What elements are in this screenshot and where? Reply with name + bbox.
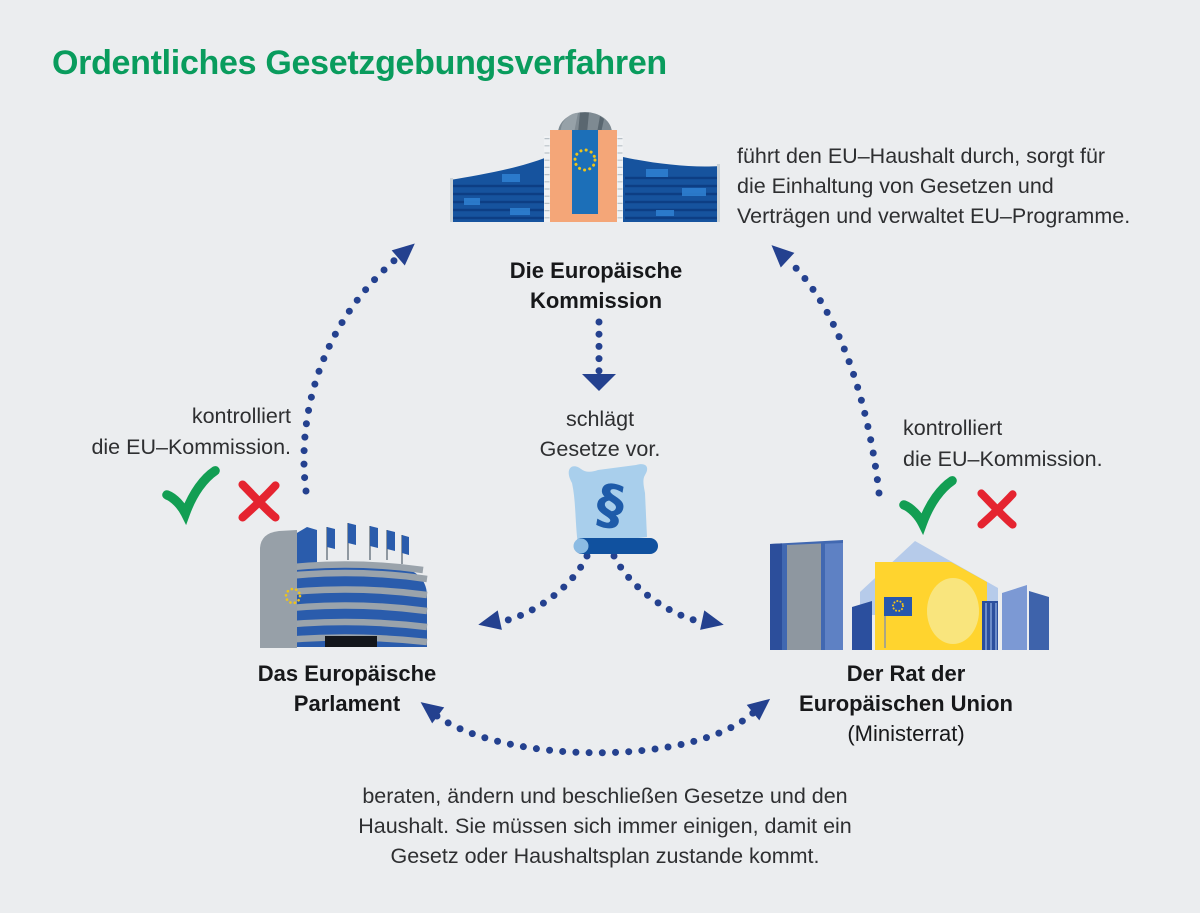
paragraph-symbol: §	[591, 471, 630, 539]
page-title: Ordentliches Gesetzgebungsverfahren	[52, 44, 667, 82]
dotted-arrow-council-to-commission	[791, 263, 879, 493]
commission-label-line2: Kommission	[529, 288, 663, 313]
edge-column	[450, 178, 453, 222]
description-line: führt den EU–Haushalt durch, sorgt für	[737, 144, 1106, 168]
checkmark-icon	[900, 477, 956, 529]
controls-left-line2: die EU–Kommission.	[91, 435, 291, 459]
council-label-line3: (Ministerrat)	[847, 721, 965, 746]
council-building-illustration	[765, 535, 1050, 650]
scroll-roll-end	[574, 539, 589, 554]
controls-left-label	[60, 401, 291, 463]
parliament-label	[232, 659, 462, 719]
arrowhead-down-icon	[582, 374, 616, 391]
cross-icon	[237, 480, 281, 522]
commission-building-illustration	[450, 112, 720, 224]
right-building	[1002, 585, 1027, 650]
commission-label	[460, 256, 732, 316]
proposes-line2: Gesetze vor.	[539, 437, 661, 461]
council-label-line2: Europäischen Union	[799, 691, 1013, 716]
parliament-label-line1: Das Europäische	[257, 661, 437, 686]
tower-edge	[770, 543, 782, 650]
arrowhead-icon	[765, 238, 795, 268]
entrance	[325, 636, 377, 647]
proposes-label	[500, 404, 700, 464]
tower-window	[572, 130, 598, 214]
controls-right-line1: kontrolliert	[903, 416, 1003, 440]
eu-flag-icon	[884, 597, 912, 616]
council-label-line1: Der Rat der	[846, 661, 966, 686]
arrowhead-icon	[476, 610, 502, 634]
deliberate-line: Haushalt. Sie müssen sich immer einigen, damit ein	[358, 814, 852, 838]
edge-column	[717, 164, 720, 222]
far-right-building	[1029, 591, 1049, 650]
description-line: die Einhaltung von Gesetzen und	[737, 174, 1054, 198]
proposes-line1: schlägt	[565, 407, 635, 431]
parliament-label-line2: Parlament	[293, 691, 401, 716]
dotted-arrow-parliament-to-commission	[304, 259, 396, 491]
annex-building	[852, 601, 872, 650]
parliament-building-illustration	[255, 518, 430, 648]
council-label	[772, 659, 1040, 749]
lantern-glow	[927, 578, 979, 644]
flags	[327, 523, 409, 555]
tower-panel	[787, 544, 821, 651]
left-wing	[450, 157, 547, 222]
dotted-arrow-parliament-council	[437, 713, 753, 753]
controls-right-label	[903, 413, 1143, 475]
deliberate-line: Gesetz oder Haushaltsplan zustande kommt.	[390, 844, 820, 868]
deliberate-text	[354, 781, 856, 871]
deliberate-line: beraten, ändern und beschließen Gesetze und den	[362, 784, 848, 808]
commission-description	[737, 141, 1167, 231]
description-line: Verträgen und verwaltet EU–Programme.	[737, 204, 1131, 228]
commission-label-line1: Die Europäische	[509, 258, 683, 283]
controls-left-line1: kontrolliert	[191, 404, 291, 428]
controls-right-line2: die EU–Kommission.	[903, 447, 1103, 471]
law-scroll-icon	[548, 459, 668, 569]
arrowhead-icon	[700, 610, 726, 634]
checkmark-icon	[163, 467, 219, 519]
cross-icon	[976, 489, 1018, 529]
tower-glass	[825, 543, 843, 650]
